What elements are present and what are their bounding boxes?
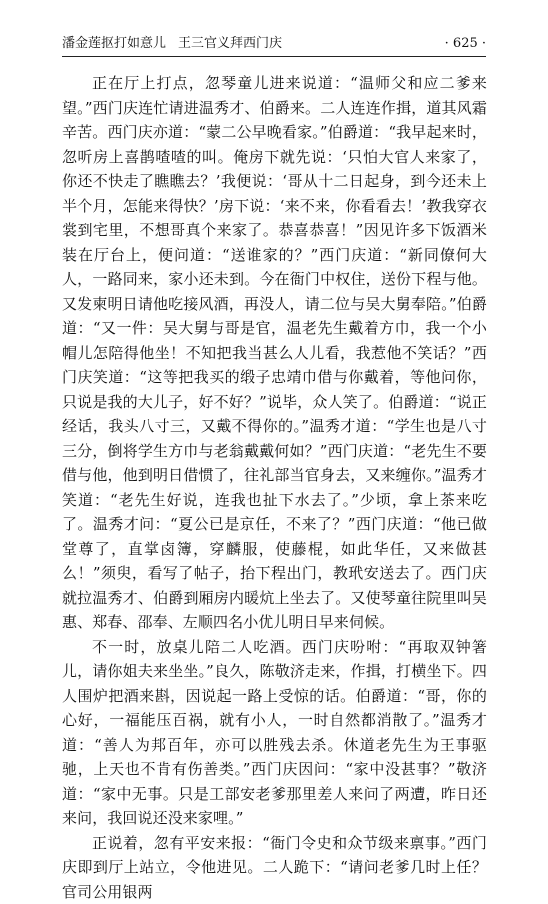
running-header — [62, 30, 486, 57]
paragraph: 正在厅上打点，忽琴童儿进来说道：“温师父和应二爹来望。”西门庆连忙请进温秀才、伯爵来。二人连连作揖，道其风霜辛苦。西门庆亦道：“蒙二公早晚看家。”伯爵道：“我早起来时，忽听房上喜鹊喳喳的叫。俺房下就先说：‘只怕大官人来家了，你还不快走了瞧瞧去？’我便说：‘哥从十二日起身，到今还未上半个月，怎能来得快？’房下说：‘来不来，你看看去！’教我穿衣裳到宅里，不想哥真个来家了。恭喜恭喜！”因见许多下饭酒米装在厅台上，便问道：“送谁家的？”西门庆道：“新同僚何大人，一路同来，家小还未到。今在衙门中权住，送份下程与他。又发柬明日请他吃接风酒，再没人，请二位与吴大舅奉陪。”伯爵道：“又一件：吴大舅与哥是官，温老先生戴着方巾，我一个小帽儿怎陪得他坐！不知把我当甚么人儿看，我惹他不笑话？”西门庆笑道：“这等把我买的缎子忠靖巾借与你戴着，等他问你，只说是我的大儿子，好不好？”说毕，众人笑了。伯爵道：“说正经话，我头八寸三，又戴不得你的。”温秀才道：“学生也是八寸三分，倒将学生方巾与老翁戴戴何如？”西门庆道：“老先生不要借与他，他到明日借惯了，往礼部当官身去，又来缠你。”温秀才笑道：“老先生好说，连我也扯下水去了。”少顷，拿上茶来吃了。温秀才问：“夏公已是京任，不来了？”西门庆道：“他已做堂尊了，直掌卤簿，穿麟服，使藤棍，如此华任，又来做甚么！”须臾，看写了帖子，抬下程出门，教玳安送去了。西门庆就拉温秀才、伯爵到厢房内暖炕上坐去了。又使琴童往院里叫吴惠、郑春、邵奉、左顺四名小优儿明日早来伺候。 — [62, 71, 487, 635]
page-number: · 625 · — [445, 36, 486, 52]
body-text — [62, 71, 487, 904]
header-title-2: 王三官义拜西门庆 — [178, 36, 282, 51]
paragraph: 正说着，忽有平安来报：“衙门令史和众节级来禀事。”西门庆即到厅上站立，令他进见。二人跪下：“请问老爹几时上任？官司公用银两 — [62, 831, 487, 904]
header-chapter-titles — [62, 36, 282, 52]
header-title-1: 潘金莲抠打如意儿 — [62, 36, 166, 51]
paragraph: 不一时，放桌儿陪二人吃酒。西门庆吩咐：“再取双钟箸儿，请你姐夫来坐坐。”良久，陈敬济走来，作揖，打横坐下。四人围炉把酒来斟，因说起一路上受惊的话。伯爵道：“哥，你的心好，一福能压百祸，就有小人，一时自然都消散了。”温秀才道：“善人为邦百年，亦可以胜残去杀。休道老先生为王事驱驰，上天也不肯有伤善类。”西门庆因问：“家中没甚事？”敬济道：“家中无事。只是工部安老爹那里差人来问了两遭，昨日还来问，我回说还没来家哩。” — [62, 635, 487, 831]
